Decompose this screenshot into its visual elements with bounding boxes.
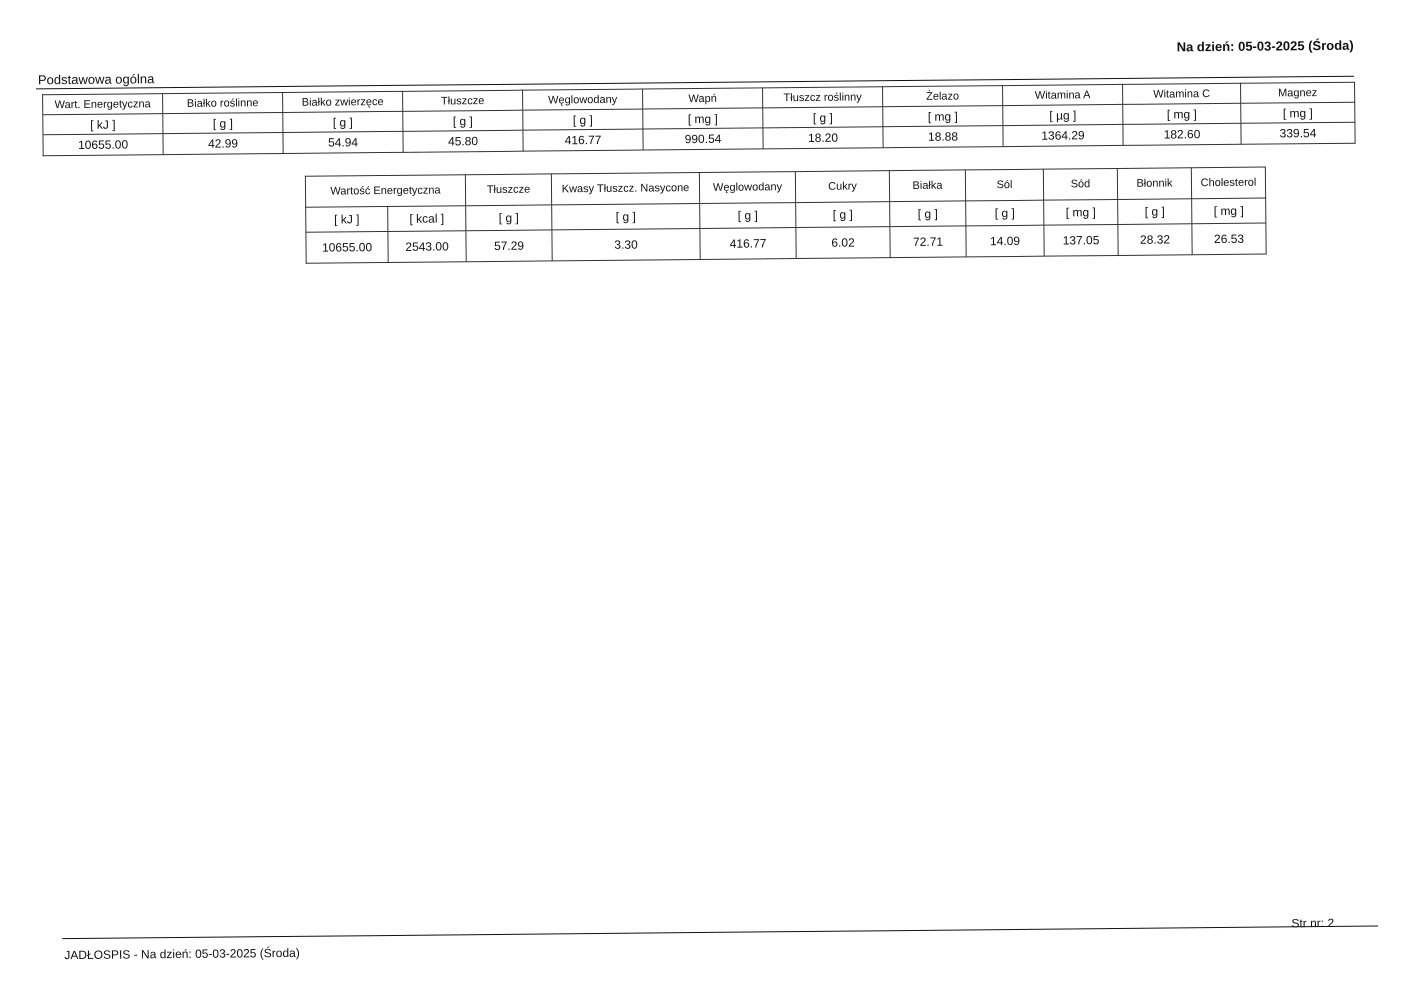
unit-cell: [ mg ] — [643, 108, 763, 129]
unit-cell: [ g ] — [966, 200, 1044, 226]
unit-cell: [ g ] — [763, 107, 883, 128]
column-header: Cukry — [795, 171, 889, 203]
column-header: Magnez — [1241, 82, 1355, 103]
value-cell: 3.30 — [552, 228, 700, 260]
column-header: Tłuszcz roślinny — [763, 87, 883, 108]
footer-title: JADŁOSPIS - Na dzień: 05-03-2025 (Środa) — [64, 945, 300, 963]
unit-cell: [ mg ] — [1192, 198, 1266, 224]
value-cell: 1364.29 — [1003, 124, 1123, 146]
unit-cell: [ g ] — [700, 203, 796, 229]
value-cell: 182.60 — [1123, 123, 1241, 145]
column-header: Wart. Energetyczna — [43, 94, 163, 115]
unit-cell: [ g ] — [523, 109, 643, 130]
unit-cell: [ kJ ] — [43, 114, 163, 135]
column-header: Błonnik — [1117, 168, 1191, 200]
column-header: Cholesterol — [1191, 167, 1265, 199]
column-header: Węglowodany — [523, 89, 643, 110]
value-cell: 10655.00 — [306, 231, 388, 263]
unit-cell: [ mg ] — [1123, 103, 1241, 124]
value-cell: 18.20 — [763, 127, 883, 149]
column-header: Tłuszcze — [403, 90, 523, 111]
unit-cell: [ µg ] — [1003, 104, 1123, 125]
column-header: Białko zwierzęce — [283, 91, 403, 112]
column-header: Wartość Energetyczna — [305, 175, 465, 208]
unit-cell: [ mg ] — [883, 106, 1003, 127]
value-cell: 14.09 — [966, 225, 1044, 257]
column-header: Wapń — [643, 88, 763, 109]
value-cell: 416.77 — [700, 228, 796, 260]
column-header: Tłuszcze — [465, 174, 551, 206]
column-header: Żelazo — [883, 86, 1003, 107]
unit-cell: [ g ] — [283, 111, 403, 132]
nutrition-label-table — [305, 167, 1267, 264]
section-title: Podstawowa ogólna — [37, 71, 155, 88]
value-cell: 10655.00 — [43, 134, 163, 156]
value-cell: 28.32 — [1118, 224, 1192, 256]
basic-nutrition-table — [42, 82, 1356, 157]
value-cell: 990.54 — [643, 128, 763, 150]
report-date: Na dzień: 05-03-2025 (Środa) — [1176, 37, 1354, 55]
unit-cell: [ mg ] — [1241, 102, 1355, 123]
value-cell: 416.77 — [523, 129, 643, 151]
footer-divider — [62, 926, 1378, 940]
column-header: Sód — [1043, 168, 1117, 200]
unit-cell: [ mg ] — [1044, 199, 1118, 225]
page-number: Str nr: 2 — [1291, 915, 1335, 931]
column-header: Węglowodany — [699, 172, 795, 204]
unit-cell: [ g ] — [552, 203, 700, 229]
value-cell: 54.94 — [283, 131, 403, 153]
value-cell: 339.54 — [1241, 122, 1355, 144]
column-header: Białka — [889, 170, 965, 202]
value-cell: 18.88 — [883, 126, 1003, 148]
unit-cell: [ kcal ] — [388, 206, 466, 232]
value-cell: 57.29 — [466, 230, 552, 262]
unit-cell: [ g ] — [796, 202, 890, 228]
unit-cell: [ g ] — [163, 112, 283, 133]
column-header: Kwasy Tłuszcz. Nasycone — [551, 172, 699, 204]
column-header: Białko roślinne — [163, 92, 283, 113]
value-cell: 26.53 — [1192, 223, 1266, 255]
value-cell: 6.02 — [796, 227, 890, 259]
value-cell: 72.71 — [890, 226, 966, 258]
unit-cell: [ g ] — [1118, 199, 1192, 225]
column-header: Sól — [965, 169, 1043, 201]
column-header: Witamina C — [1123, 83, 1241, 104]
unit-cell: [ g ] — [403, 110, 523, 131]
unit-cell: [ kJ ] — [306, 206, 388, 232]
column-header: Witamina A — [1003, 84, 1123, 105]
value-cell: 45.80 — [403, 130, 523, 152]
unit-cell: [ g ] — [890, 201, 966, 227]
unit-cell: [ g ] — [466, 205, 552, 231]
value-cell: 2543.00 — [388, 231, 466, 263]
value-cell: 42.99 — [163, 132, 283, 154]
value-cell: 137.05 — [1044, 224, 1118, 256]
